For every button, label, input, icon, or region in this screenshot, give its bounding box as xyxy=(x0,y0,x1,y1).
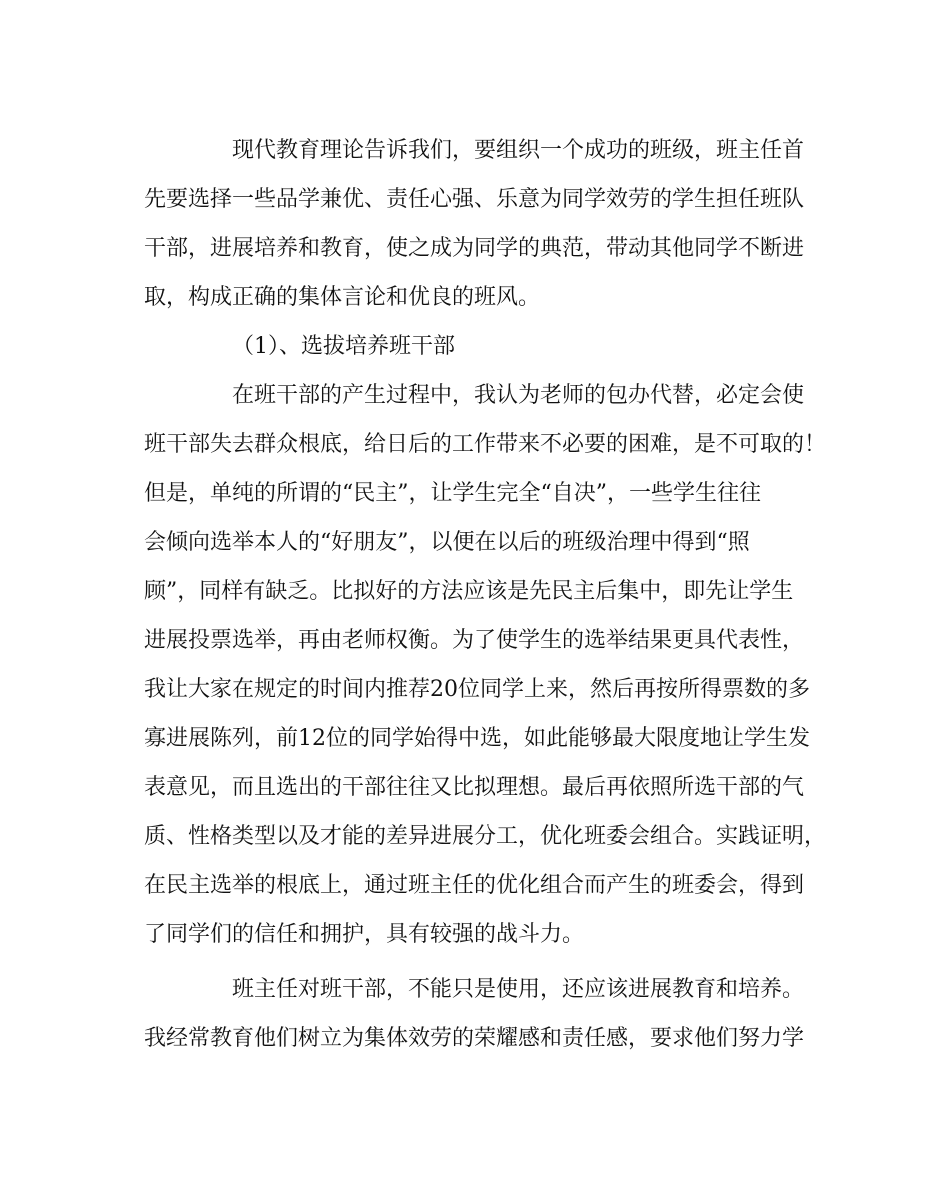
paragraph-line: 顾”，同样有缺乏。比拟好的方法应该是先民主后集中，即先让学生 xyxy=(144,579,794,604)
paragraph-line: 在班干部的产生过程中，我认为老师的包办代替，必定会使 xyxy=(232,383,805,408)
paragraph-line: 质、性格类型以及才能的差异进展分工，优化班委会组合。实践证明， xyxy=(144,824,827,849)
paragraph-line: 先要选择一些品学兼优、责任心强、乐意为同学效劳的学生担任班队 xyxy=(144,187,805,212)
paragraph-line: 干部，进展培养和教育，使之成为同学的典范，带动其他同学不断进 xyxy=(144,236,805,261)
paragraph-2 xyxy=(144,371,827,959)
paragraph-line: 进展投票选举，再由老师权衡。为了使学生的选举结果更具代表性， xyxy=(144,628,805,653)
paragraph-line: 表意见，而且选出的干部往往又比拟理想。最后再依照所选干部的气 xyxy=(144,775,805,800)
paragraph-line: 取，构成正确的集体言论和优良的班风。 xyxy=(144,285,541,310)
document-body xyxy=(144,126,827,1063)
paragraph-3 xyxy=(144,965,814,1063)
paragraph-line: 班主任对班干部，不能只是使用，还应该进展教育和培养。 xyxy=(232,977,805,1002)
section-heading: （1）、选拔培养班干部 xyxy=(232,334,455,359)
paragraph-line: 我经常教育他们树立为集体效劳的荣耀感和责任感，要求他们努力学 xyxy=(144,1026,805,1051)
paragraph-line: 在民主选举的根底上，通过班主任的优化组合而产生的班委会，得到 xyxy=(144,873,805,898)
paragraph-1 xyxy=(144,126,814,322)
paragraph-line: 了同学们的信任和拥护，具有较强的战斗力。 xyxy=(144,922,585,947)
paragraph-line: 但是，单纯的所谓的“民主”，让学生完全“自决”，一些学生往往 xyxy=(144,481,761,506)
paragraph-line: 班干部失去群众根底，给日后的工作带来不必要的困难，是不可取的！ xyxy=(144,432,827,457)
paragraph-line: 现代教育理论告诉我们，要组织一个成功的班级，班主任首 xyxy=(232,138,805,163)
paragraph-line: 寡进展陈列，前12位的同学始得中选，如此能够最大限度地让学生发 xyxy=(144,726,810,751)
paragraph-line: 我让大家在规定的时间内推荐20位同学上来，然后再按所得票数的多 xyxy=(144,677,810,702)
paragraph-line: 会倾向选举本人的“好朋友”，以便在以后的班级治理中得到“照 xyxy=(144,530,750,555)
